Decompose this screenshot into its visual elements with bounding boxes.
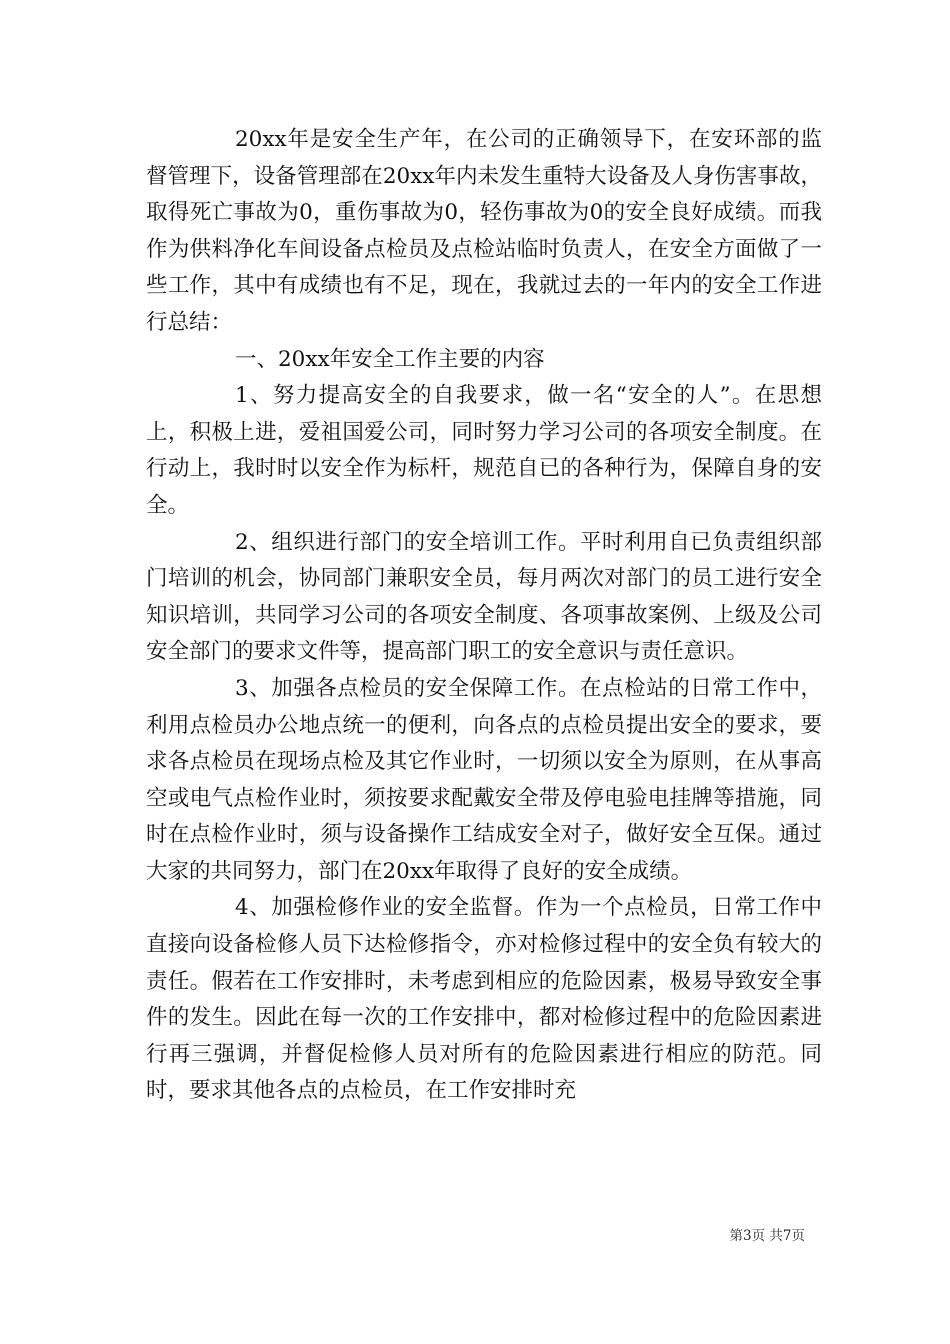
item-4-paragraph: 4、加强检修作业的安全监督。作为一个点检员，日常工作中直接向设备检修人员下达检修指令，亦对检修过程中的安全负有较大的责任。假若在工作安排时，未考虑到相应的危险因素，极易导致安全事件的发生。因此在每一次的工作安排中，都对检修过程中的危险因素进行再三强调，并督促检修人员对所有的危险因素进行相应的防范。同时，要求其他各点的点检员，在工作安排时充 [146,895,822,1104]
intro-paragraph: 20xx年是安全生产年，在公司的正确领导下，在安环部的监督管理下，设备管理部在20xx年内未发生重特大设备及人身伤害事故，取得死亡事故为0，重伤事故为0，轻伤事故为0的安全良好成绩。而我作为供料净化车间设备点检员及点检站临时负责人，在安全方面做了一些工作，其中有成绩也有不足，现在，我就过去的一年内的安全工作进行总结： [146,127,822,335]
document-body [146,122,822,1110]
section-heading: 一、20xx年安全工作主要的内容 [235,346,545,372]
item-3-paragraph: 3、加强各点检员的安全保障工作。在点检站的日常工作中，利用点检员办公地点统一的便利，向各点的点检员提出安全的要求，要求各点检员在现场点检及其它作业时，一切须以安全为原则，在从事高空或电气点检作业时，须按要求配戴安全带及停电验电挂牌等措施，同时在点检作业时，须与设备操作工结成安全对子，做好安全互保。通过大家的共同努力，部门在20xx年取得了良好的安全成绩。 [146,675,822,884]
item-2-paragraph: 2、组织进行部门的安全培训工作。平时利用自已负责组织部门培训的机会，协同部门兼职安全员，每月两次对部门的员工进行安全知识培训，共同学习公司的各项安全制度、各项事故案例、上级及公司安全部门的要求文件等，提高部门职工的安全意识与责任意识。 [146,529,822,665]
page-number: 第3页 共7页 [729,1228,805,1244]
item-1-paragraph: 1、努力提高安全的自我要求，做一名“安全的人”。在思想上，积极上进，爱祖国爱公司，同时努力学习公司的各项安全制度。在行动上，我时时以安全作为标杆，规范自已的各种行为，保障自身的安全。 [146,383,822,518]
